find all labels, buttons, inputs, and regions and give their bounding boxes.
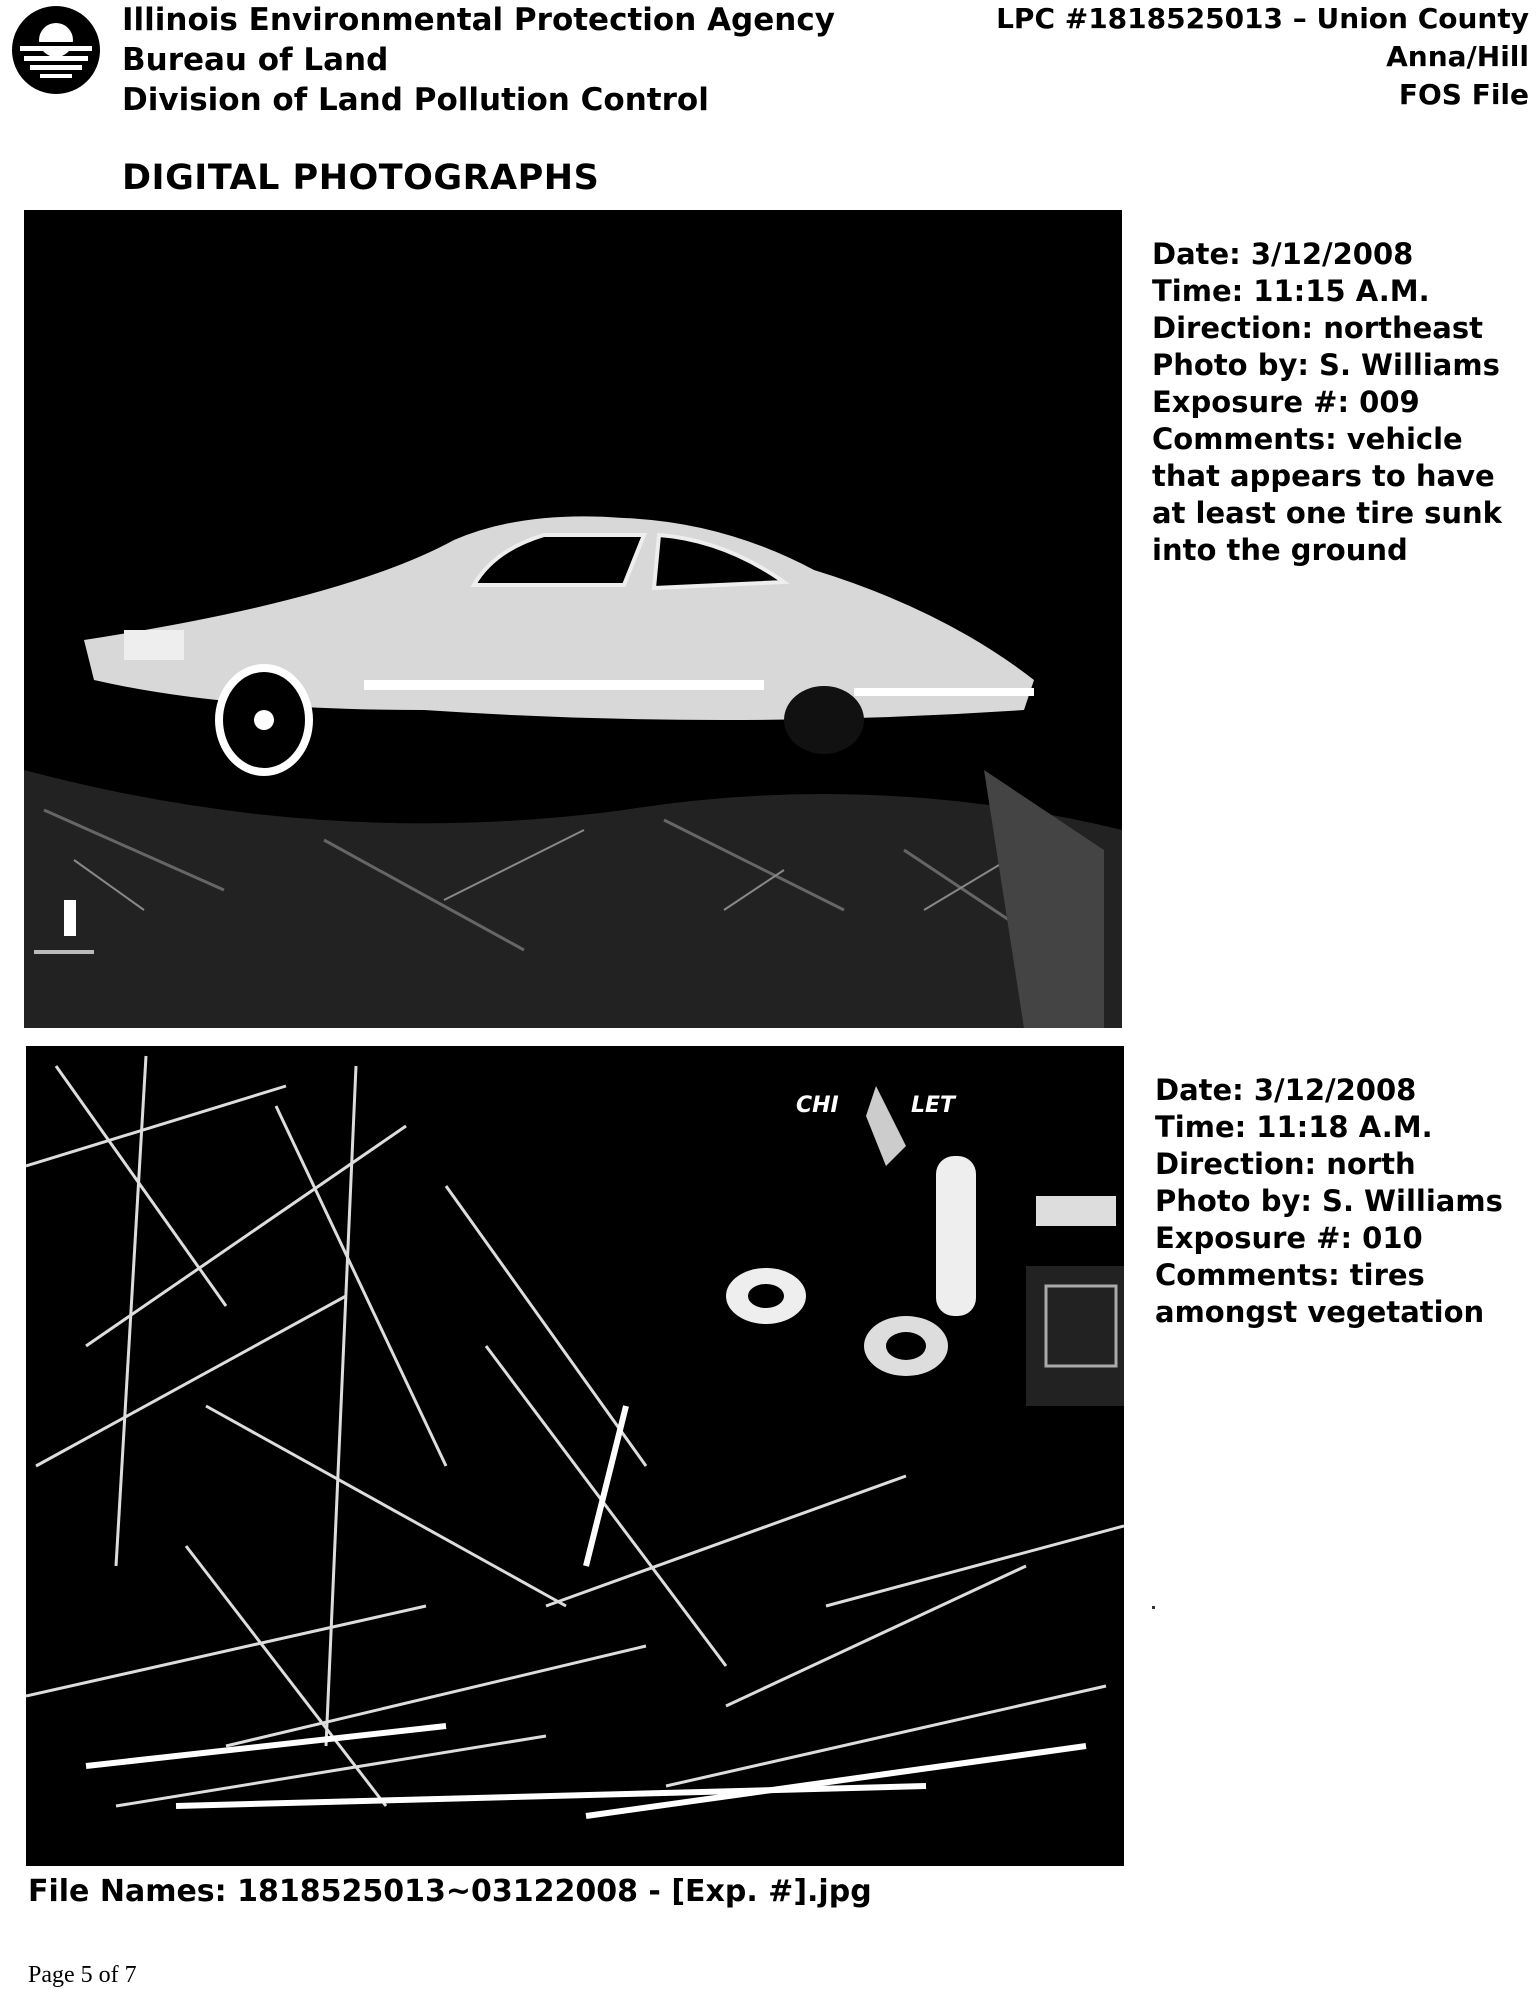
photo-2-container — [26, 1046, 1124, 1866]
section-title: DIGITAL PHOTOGRAPHS — [122, 158, 600, 198]
page-number: Page 5 of 7 — [28, 1962, 137, 1988]
photo-1-exposure: Exposure #: 009 — [1152, 385, 1420, 419]
photo-1-comments-line: into the ground — [1152, 533, 1408, 567]
illinois-epa-logo-icon — [10, 4, 102, 96]
file-reference — [996, 0, 1529, 114]
photo-2-details — [1155, 1072, 1503, 1331]
photo-2-time: Time: 11:18 A.M. — [1155, 1110, 1433, 1144]
photo-2-exposure: Exposure #: 010 — [1155, 1221, 1423, 1255]
photo-2-chevrolet-text-right: LET — [911, 1093, 956, 1118]
photo-2-direction: Direction: north — [1155, 1147, 1416, 1181]
site-name: Anna/Hill — [1386, 40, 1529, 73]
photo-1-photographer: Photo by: S. Williams — [1152, 348, 1500, 382]
scan-speck — [1152, 1606, 1155, 1609]
photo-2-chevrolet-text-left: CHI — [796, 1093, 839, 1118]
photo-2-comments-line: amongst vegetation — [1155, 1295, 1485, 1329]
photo-2-comments-line: Comments: tires — [1155, 1258, 1425, 1292]
photo-1-comments-line: that appears to have — [1152, 459, 1495, 493]
photo-1-direction: Direction: northeast — [1152, 311, 1483, 345]
file-names: File Names: 1818525013~03122008 - [Exp. #].jpg — [28, 1874, 872, 1909]
photo-2-date: Date: 3/12/2008 — [1155, 1073, 1417, 1107]
photo-1-container — [24, 210, 1122, 1028]
photo-1-details — [1152, 236, 1502, 569]
photo-1-date: Date: 3/12/2008 — [1152, 237, 1414, 271]
tires-vegetation-photo — [26, 1046, 1124, 1866]
division-name: Division of Land Pollution Control — [122, 82, 709, 118]
lpc-number: LPC #1818525013 – Union County — [996, 2, 1529, 35]
bureau-name: Bureau of Land — [122, 42, 389, 78]
photo-1-comments-line: at least one tire sunk — [1152, 496, 1502, 530]
file-type: FOS File — [1398, 78, 1529, 111]
photo-2-photographer: Photo by: S. Williams — [1155, 1184, 1503, 1218]
agency-name: Illinois Environmental Protection Agency — [122, 2, 835, 38]
photo-1-comments-line: Comments: vehicle — [1152, 422, 1463, 456]
abandoned-car-photo — [24, 210, 1122, 1028]
agency-heading — [122, 0, 835, 120]
photo-1-time: Time: 11:15 A.M. — [1152, 274, 1430, 308]
